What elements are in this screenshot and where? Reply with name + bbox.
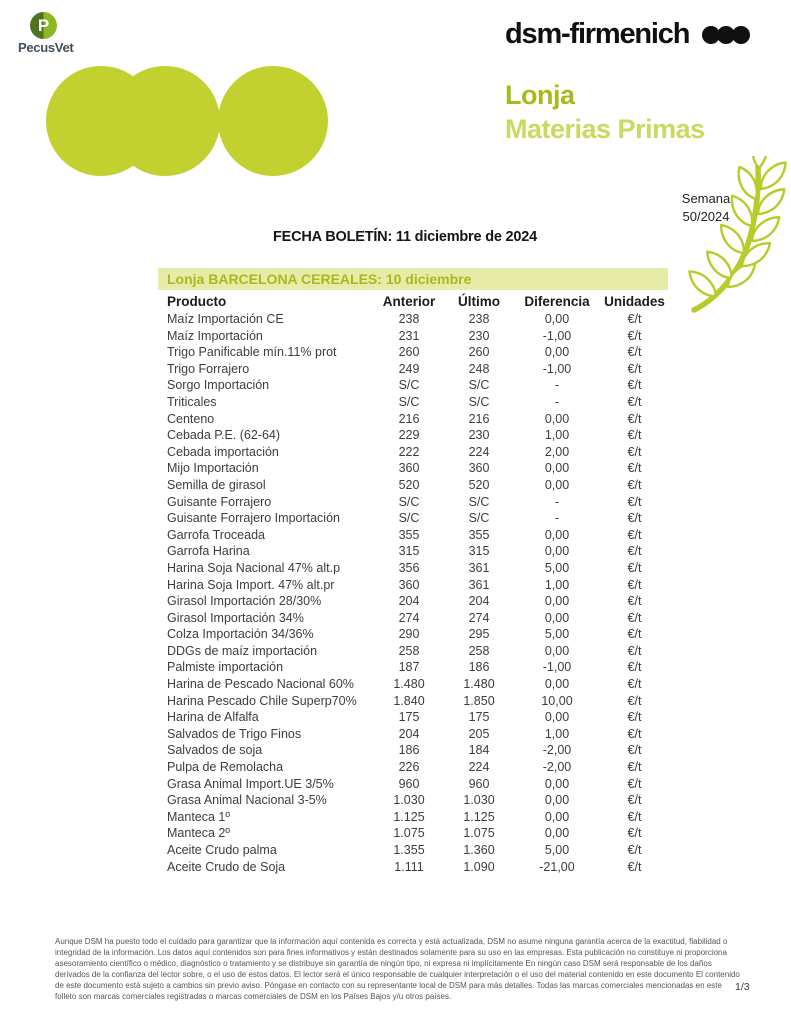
ultimo-value: 1.075: [463, 826, 495, 841]
ultimo-value: 260: [468, 345, 490, 360]
dsm-firmenich-wordmark: dsm-firmenich: [505, 18, 690, 50]
anterior-value: 360: [398, 577, 420, 592]
col-unidades: Unidades: [604, 293, 665, 309]
table-row: [158, 344, 668, 361]
week-value: 50/2024: [682, 209, 730, 224]
anterior-value: 1.075: [393, 826, 425, 841]
unidades-value: €/t: [627, 643, 642, 658]
table-row: [158, 626, 668, 643]
diferencia-value: -1,00: [542, 328, 572, 343]
diferencia-value: 0,00: [544, 461, 570, 476]
diferencia-value: -: [554, 378, 560, 393]
anterior-value: 186: [398, 743, 420, 758]
ultimo-value: 1.850: [463, 693, 495, 708]
diferencia-value: 1,00: [544, 428, 570, 443]
table-row: [158, 477, 668, 494]
anterior-value: 1.030: [393, 793, 425, 808]
table-row: [158, 676, 668, 693]
table-row: [158, 742, 668, 759]
anterior-value: 1.355: [393, 843, 425, 857]
diferencia-value: 1,00: [544, 577, 570, 592]
diferencia-value: 0,00: [544, 544, 570, 559]
diferencia-value: 2,00: [544, 444, 570, 459]
unidades-value: €/t: [627, 494, 642, 509]
anterior-value: S/C: [398, 378, 420, 393]
ultimo-value: 258: [468, 643, 490, 658]
anterior-value: 960: [398, 776, 420, 791]
unidades-value: €/t: [627, 809, 642, 824]
doc-title-line1: Lonja: [505, 80, 575, 110]
anterior-value: S/C: [398, 511, 420, 526]
ultimo-value: 1.030: [463, 793, 495, 808]
anterior-value: S/C: [398, 494, 420, 509]
diferencia-value: 0,00: [544, 710, 570, 725]
diferencia-value: 0,00: [544, 677, 570, 692]
unidades-value: €/t: [627, 859, 642, 874]
product-name: Grasa Animal Nacional 3-5%: [167, 793, 327, 808]
product-name: Maíz Importación CE: [167, 312, 284, 326]
product-name: Aceite Crudo palma: [167, 843, 277, 857]
anterior-value: 238: [398, 312, 420, 326]
pecusvet-logo: [18, 12, 106, 55]
table-row: [158, 825, 668, 842]
product-name: Pulpa de Remolacha: [167, 760, 284, 775]
unidades-value: €/t: [627, 394, 642, 409]
table-row: [158, 377, 668, 394]
diferencia-value: 0,00: [544, 594, 570, 609]
table-row: [158, 842, 668, 859]
ultimo-value: 274: [468, 610, 490, 625]
anterior-value: 520: [398, 477, 420, 492]
table-row: [158, 394, 668, 411]
product-name: Maíz Importación: [167, 328, 263, 343]
unidades-value: €/t: [627, 793, 642, 808]
ultimo-value: 361: [468, 560, 490, 575]
col-ultimo: Último: [458, 293, 500, 309]
table-row: [158, 427, 668, 444]
diferencia-value: -: [554, 511, 560, 526]
unidades-value: €/t: [627, 378, 642, 393]
unidades-value: €/t: [627, 361, 642, 376]
product-name: Salvados de soja: [167, 743, 263, 758]
table-row: [158, 543, 668, 560]
week-label: Semana: [681, 191, 731, 206]
diferencia-value: -21,00: [539, 859, 575, 874]
product-name: Aceite Crudo de Soja: [167, 859, 286, 874]
ultimo-value: 216: [468, 411, 490, 426]
table-row: [158, 593, 668, 610]
ultimo-value: 361: [468, 577, 490, 592]
pecusvet-logo-text: PecusVet: [18, 40, 74, 55]
ultimo-value: 1.090: [463, 859, 495, 874]
doc-title-line2: Materias Primas: [505, 114, 705, 144]
unidades-value: €/t: [627, 660, 642, 675]
table-row: [158, 328, 668, 345]
diferencia-value: 0,00: [544, 809, 570, 824]
unidades-value: €/t: [627, 527, 642, 542]
table-row: [158, 560, 668, 577]
anterior-value: 1.840: [393, 693, 425, 708]
anterior-value: 1.125: [393, 809, 425, 824]
anterior-value: 356: [398, 560, 420, 575]
unidades-value: €/t: [627, 693, 642, 708]
diferencia-value: 0,00: [544, 793, 570, 808]
table-row: [158, 510, 668, 527]
product-name: Colza Importación 34/36%: [167, 627, 314, 642]
ultimo-value: 248: [468, 361, 490, 376]
disclaimer-text: Aunque DSM ha puesto todo el cuidado para garantizar que la información aquí contenida es correcta y está actualizada, DSM no asume ninguna garantía acerca de la exactitud, fiabilidad o integridad de la información. Los datos aquí contenidos son para fines informativos y están destinados solamente para su uso en las empresas. Esta publicación no constituye ni proporciona asesoramiento científico o médico, diagnóstico o tratamiento y se distribuye sin garantía de ningún tipo, ni expresa ni implícitamente En ningún caso DSM será responsable de los daños derivados de la confianza del lector sobre, o el uso de estos datos. El lector será el único responsable de cualquier interpretación o el uso del material contenido en este documento El contenido de este documento está sujeto a cambios sin previo aviso. Póngase en contacto con su representante local de DSM para más detalles. Todas las marcas comerciales mencionadas en este folleto son marcas comerciales registradas o marcas comerciales de DSM en los Países Bajos y/u otros países.: [55, 937, 740, 1001]
product-name: Garrofa Harina: [167, 544, 250, 559]
ultimo-value: 960: [468, 776, 490, 791]
product-name: DDGs de maíz importación: [167, 643, 318, 658]
anterior-value: 1.480: [393, 677, 425, 692]
product-name: Cebada P.E. (62-64): [167, 428, 281, 443]
diferencia-value: 0,00: [544, 411, 570, 426]
page-number: 1/3: [735, 981, 750, 993]
table-row: [158, 859, 668, 876]
diferencia-value: 0,00: [544, 527, 570, 542]
ultimo-value: 238: [468, 312, 490, 326]
ultimo-value: 355: [468, 527, 490, 542]
anterior-value: 360: [398, 461, 420, 476]
product-name: Harina Pescado Chile Superp70%: [167, 693, 357, 708]
ultimo-value: 175: [468, 710, 490, 725]
ultimo-value: 315: [468, 544, 490, 559]
ultimo-value: S/C: [468, 511, 490, 526]
table-row: [158, 311, 668, 328]
diferencia-value: 0,00: [544, 312, 570, 326]
unidades-value: €/t: [627, 610, 642, 625]
product-name: Harina de Pescado Nacional 60%: [167, 677, 354, 692]
product-name: Harina de Alfalfa: [167, 710, 259, 725]
unidades-value: €/t: [627, 726, 642, 741]
table-header-row: [158, 291, 668, 311]
unidades-value: €/t: [627, 428, 642, 443]
product-name: Manteca 2º: [167, 826, 230, 841]
unidades-value: €/t: [627, 345, 642, 360]
table-section-header: Lonja BARCELONA CEREALES: 10 diciembre: [158, 268, 668, 290]
anterior-value: 290: [398, 627, 420, 642]
pecusvet-logo-icon: P: [30, 12, 57, 39]
diferencia-value: 10,00: [541, 693, 573, 708]
table-row: [158, 527, 668, 544]
table-row: [158, 361, 668, 378]
ultimo-value: 224: [468, 444, 490, 459]
anterior-value: S/C: [398, 394, 420, 409]
diferencia-value: 0,00: [544, 643, 570, 658]
table-row: [158, 610, 668, 627]
ultimo-value: 224: [468, 760, 490, 775]
anterior-value: 216: [398, 411, 420, 426]
product-name: Grasa Animal Import.UE 3/5%: [167, 776, 334, 791]
unidades-value: €/t: [627, 843, 642, 857]
unidades-value: €/t: [627, 461, 642, 476]
product-name: Guisante Forrajero Importación: [167, 511, 340, 526]
unidades-value: €/t: [627, 743, 642, 758]
decorative-circle: [110, 66, 220, 176]
unidades-value: €/t: [627, 560, 642, 575]
table-row: [158, 444, 668, 461]
diferencia-value: -: [554, 494, 560, 509]
diferencia-value: 5,00: [544, 843, 570, 857]
table-row: [158, 411, 668, 428]
anterior-value: 229: [398, 428, 420, 443]
unidades-value: €/t: [627, 544, 642, 559]
product-name: Salvados de Trigo Finos: [167, 726, 302, 741]
product-name: Girasol Importación 28/30%: [167, 594, 322, 609]
ultimo-value: 360: [468, 461, 490, 476]
product-name: Manteca 1º: [167, 809, 230, 824]
diferencia-value: -: [554, 394, 560, 409]
product-name: Guisante Forrajero: [167, 494, 272, 509]
diferencia-value: 0,00: [544, 826, 570, 841]
product-name: Cebada importación: [167, 444, 279, 459]
unidades-value: €/t: [627, 760, 642, 775]
col-diferencia: Diferencia: [524, 293, 590, 309]
table-body: [158, 311, 668, 875]
unidades-value: €/t: [627, 577, 642, 592]
diferencia-value: 0,00: [544, 477, 570, 492]
ultimo-value: 230: [468, 428, 490, 443]
product-name: Triticales: [167, 394, 217, 409]
diferencia-value: -2,00: [542, 743, 572, 758]
unidades-value: €/t: [627, 411, 642, 426]
unidades-value: €/t: [627, 710, 642, 725]
dsm-firmenich-logo: [505, 18, 750, 51]
diferencia-value: 5,00: [544, 627, 570, 642]
table-row: [158, 577, 668, 594]
diferencia-value: 0,00: [544, 610, 570, 625]
diferencia-value: 1,00: [544, 726, 570, 741]
anterior-value: 1.111: [394, 859, 424, 874]
dsm-three-dots-icon: [702, 26, 750, 44]
product-name: Sorgo Importación: [167, 378, 270, 393]
unidades-value: €/t: [627, 826, 642, 841]
product-name: Trigo Forrajero: [167, 361, 250, 376]
price-table: [158, 268, 668, 875]
unidades-value: €/t: [627, 328, 642, 343]
unidades-value: €/t: [627, 627, 642, 642]
ultimo-value: S/C: [468, 394, 490, 409]
product-name: Trigo Panificable mín.11% prot: [167, 345, 337, 360]
product-name: Garrofa Troceada: [167, 527, 265, 542]
ultimo-value: 204: [468, 594, 490, 609]
anterior-value: 175: [398, 710, 420, 725]
anterior-value: 249: [398, 361, 420, 376]
table-row: [158, 726, 668, 743]
anterior-value: 258: [398, 643, 420, 658]
product-name: Harina Soja Nacional 47% alt.p: [167, 560, 341, 575]
unidades-value: €/t: [627, 312, 642, 326]
diferencia-value: -2,00: [542, 760, 572, 775]
product-name: Centeno: [167, 411, 215, 426]
bulletin-date-line: FECHA BOLETÍN: 11 diciembre de 2024: [272, 229, 538, 245]
col-anterior: Anterior: [382, 293, 436, 309]
anterior-value: 204: [398, 726, 420, 741]
diferencia-value: -1,00: [542, 361, 572, 376]
anterior-value: 274: [398, 610, 420, 625]
anterior-value: 231: [398, 328, 420, 343]
table-row: [158, 494, 668, 511]
unidades-value: €/t: [627, 594, 642, 609]
anterior-value: 187: [398, 660, 420, 675]
table-row: [158, 460, 668, 477]
diferencia-value: -1,00: [542, 660, 572, 675]
anterior-value: 222: [398, 444, 420, 459]
table-row: [158, 792, 668, 809]
ultimo-value: 520: [468, 477, 490, 492]
diferencia-value: 5,00: [544, 560, 570, 575]
anterior-value: 260: [398, 345, 420, 360]
ultimo-value: S/C: [468, 494, 490, 509]
table-row: [158, 759, 668, 776]
diferencia-value: 0,00: [544, 776, 570, 791]
wheat-branch-icon: [686, 156, 790, 324]
col-producto: Producto: [167, 293, 227, 309]
ultimo-value: 186: [468, 660, 490, 675]
product-name: Girasol Importación 34%: [167, 610, 304, 625]
ultimo-value: 1.125: [463, 809, 495, 824]
anterior-value: 204: [398, 594, 420, 609]
ultimo-value: 230: [468, 328, 490, 343]
ultimo-value: 1.480: [463, 677, 495, 692]
table-row: [158, 809, 668, 826]
product-name: Palmiste importación: [167, 660, 284, 675]
ultimo-value: 295: [468, 627, 490, 642]
product-name: Mijo Importación: [167, 461, 259, 476]
unidades-value: €/t: [627, 776, 642, 791]
diferencia-value: 0,00: [544, 345, 570, 360]
ultimo-value: 205: [468, 726, 490, 741]
table-row: [158, 659, 668, 676]
table-row: [158, 776, 668, 793]
unidades-value: €/t: [627, 444, 642, 459]
anterior-value: 315: [398, 544, 420, 559]
ultimo-value: 1.360: [463, 843, 495, 857]
unidades-value: €/t: [627, 511, 642, 526]
table-row: [158, 643, 668, 660]
ultimo-value: S/C: [468, 378, 490, 393]
table-row: [158, 709, 668, 726]
anterior-value: 226: [398, 760, 420, 775]
table-row: [158, 693, 668, 710]
product-name: Semilla de girasol: [167, 477, 266, 492]
product-name: Harina Soja Import. 47% alt.pr: [167, 577, 335, 592]
ultimo-value: 184: [468, 743, 490, 758]
decorative-circle: [218, 66, 328, 176]
unidades-value: €/t: [627, 677, 642, 692]
anterior-value: 355: [398, 527, 420, 542]
unidades-value: €/t: [627, 477, 642, 492]
